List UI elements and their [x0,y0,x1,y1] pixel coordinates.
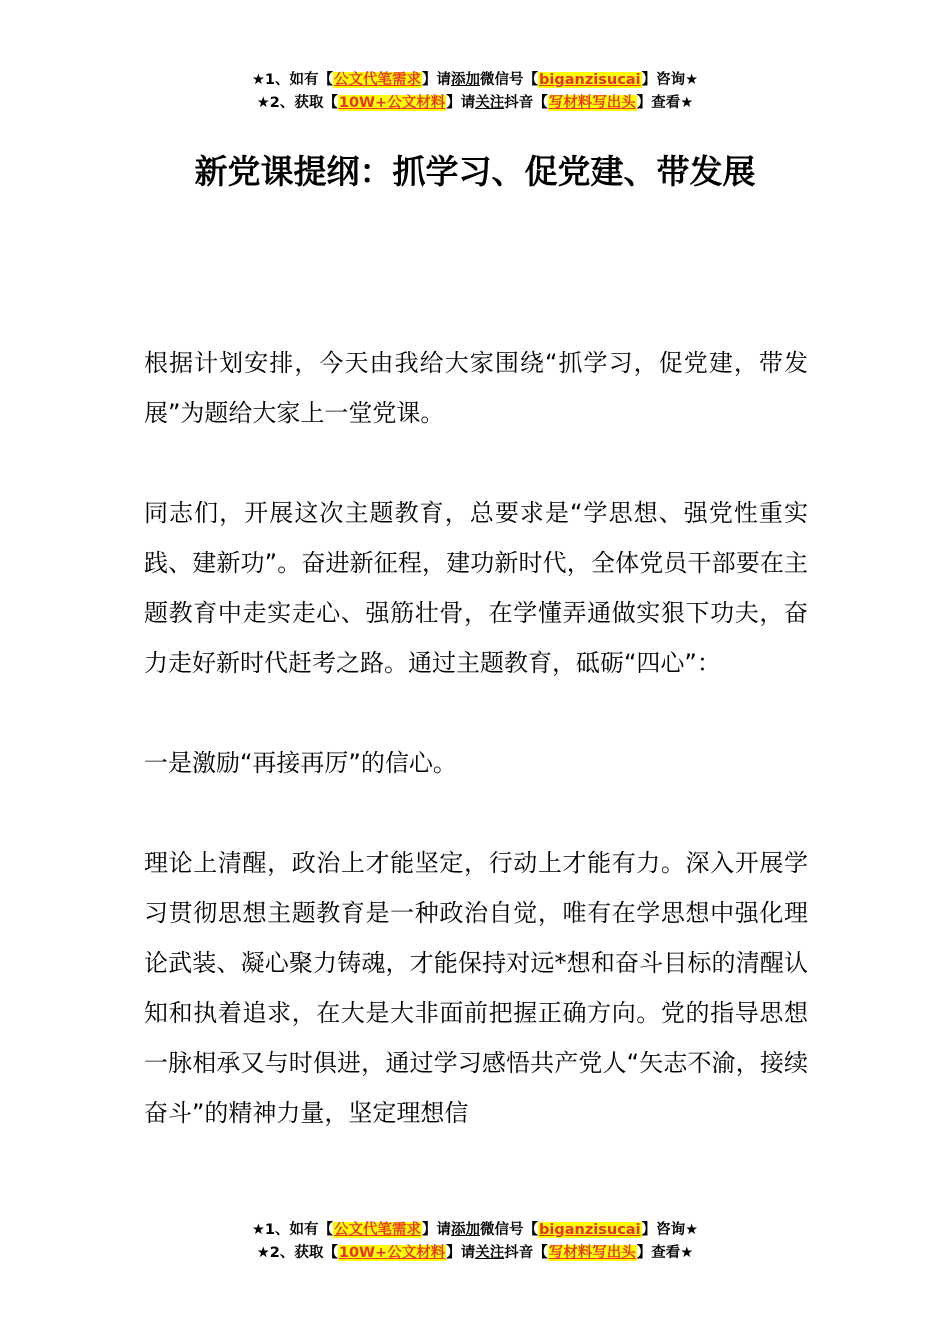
banner-text: 】请 [446,1245,476,1261]
banner-text: 】请 [422,72,452,88]
banner-text: 】查看★ [636,1245,694,1261]
banner-highlight-materials: 10W+公文材料 [338,95,446,111]
banner-highlight-wechat-id: biganzisucai [539,72,641,88]
banner-text: ★1、如有【 [251,1222,334,1238]
banner-underlined-follow: 关注 [475,1245,505,1261]
banner-line-1 [0,69,950,92]
banner-underlined-follow: 关注 [475,95,505,111]
header-banner [0,69,950,115]
banner-underlined-add: 添加 [451,1222,481,1238]
banner-text: 抖音【 [504,1245,548,1261]
banner-text: 】请 [422,1222,452,1238]
paragraph-point-one: 一是激励“再接再厉”的信心。 [144,749,457,777]
banner-highlight-materials: 10W+公文材料 [338,1245,446,1261]
banner-highlight-wechat-id: biganzisucai [539,1222,641,1238]
banner-text: ★1、如有【 [251,72,334,88]
banner-line-2 [0,92,950,115]
document-body [144,338,808,1138]
banner-text: 抖音【 [504,95,548,111]
document-title: 新党课提纲：抓学习、促党建、带发展 [194,152,756,191]
banner-text: 】查看★ [636,95,694,111]
banner-text: ★2、获取【 [256,95,338,111]
banner-text: 】咨询★ [641,1222,699,1238]
banner-underlined-add: 添加 [451,72,481,88]
paragraph-intro: 根据计划安排，今天由我给大家围绕“抓学习，促党建，带发展”为题给大家上一堂党课。 [144,349,808,427]
banner-line-1 [0,1219,950,1242]
footer-banner [0,1219,950,1265]
banner-text: 】咨询★ [641,72,699,88]
banner-highlight-douyin-account: 写材料写出头 [548,95,636,111]
banner-highlight-douyin-account: 写材料写出头 [548,1245,636,1261]
paragraph-theory: 理论上清醒，政治上才能坚定，行动上才能有力。深入开展学习贯彻思想主题教育是一种政治自觉，唯有在学思想中强化理论武装、凝心聚力铸魂，才能保持对远*想和奋斗目标的清醒认知和执着追求，在大是大非面前把握正确方向。党的指导思想一脉相承又与时俱进，通过学习感悟共产党人“矢志不渝，接续奋斗”的精神力量，坚定理想信 [144,849,808,1127]
banner-text: 微信号【 [480,72,539,88]
banner-text: ★2、获取【 [256,1245,338,1261]
banner-highlight-service: 公文代笔需求 [334,1222,422,1238]
banner-text: 】请 [446,95,476,111]
paragraph-requirements: 同志们，开展这次主题教育，总要求是“学思想、强党性重实践、建新功”。奋进新征程，建功新时代，全体党员干部要在主题教育中走实走心、强筋壮骨，在学懂弄通做实狠下功夫，奋力走好新时代赶考之路。通过主题教育，砥砺“四心”： [144,499,808,677]
banner-line-2 [0,1242,950,1265]
banner-highlight-service: 公文代笔需求 [334,72,422,88]
banner-text: 微信号【 [480,1222,539,1238]
